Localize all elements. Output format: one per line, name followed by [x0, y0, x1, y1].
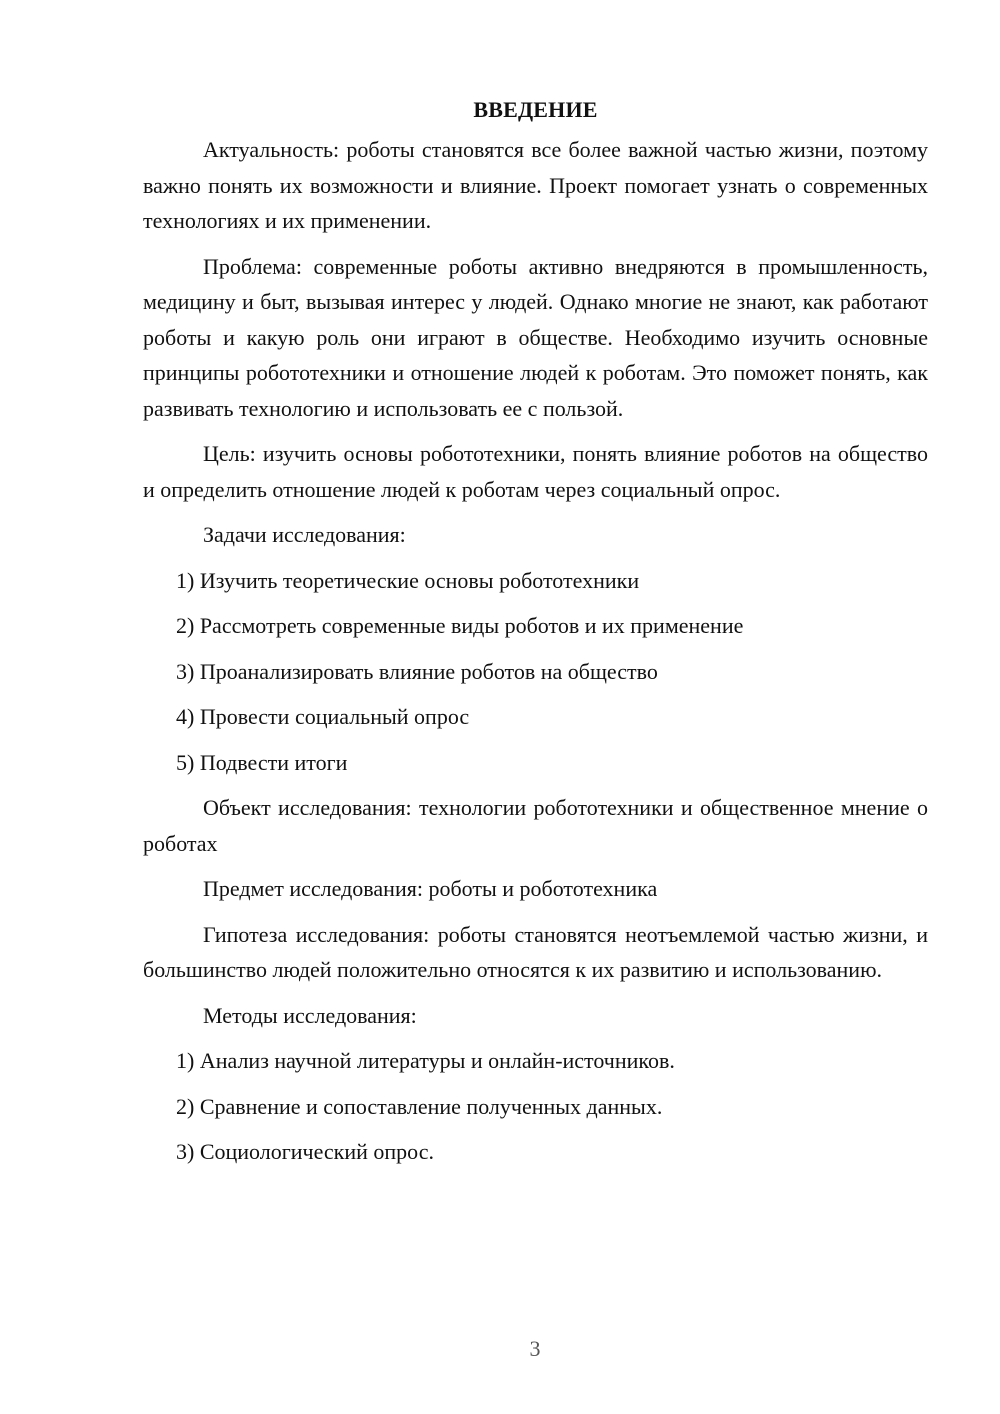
page-number: 3 — [529, 1336, 541, 1361]
list-item: 1) Изучить теоретические основы робототехники — [176, 567, 640, 593]
list-item: 2) Рассмотреть современные виды роботов и их применение — [176, 613, 744, 638]
list-item: 3) Социологический опрос. — [176, 1139, 434, 1164]
methods-list — [143, 1043, 928, 1170]
list-item: 2) Сравнение и сопоставление полученных данных. — [176, 1093, 663, 1119]
tasks-heading: Задачи исследования: — [203, 522, 406, 547]
relevance-paragraph: Актуальность: роботы становятся все более важной частью жизни, поэтому важно понять их возможности и влияние. Проект помогает узнать о современных технологиях и их применении. — [143, 137, 928, 233]
document-page — [143, 92, 928, 1180]
object-paragraph: Объект исследования: технологии робототехники и общественное мнение о роботах — [143, 795, 928, 856]
list-item: 1) Анализ научной литературы и онлайн-источников. — [176, 1048, 675, 1073]
subject-paragraph: Предмет исследования: роботы и робототехника — [203, 876, 658, 901]
list-item: 3) Проанализировать влияние роботов на общество — [176, 658, 658, 684]
goal-paragraph: Цель: изучить основы робототехники, понять влияние роботов на общество и определить отношение людей к роботам через социальный опрос. — [143, 441, 928, 502]
page-title: ВВЕДЕНИЕ — [473, 97, 598, 122]
methods-heading: Методы исследования: — [203, 1002, 417, 1028]
hypothesis-paragraph: Гипотеза исследования: роботы становятся неотъемлемой частью жизни, и большинство людей положительно относятся к их развитию и использованию. — [143, 921, 928, 982]
problem-paragraph: Проблема: современные роботы активно внедряются в промышленность, медицину и быт, вызывая интерес у людей. Однако многие не знают, как работают роботы и какую роль они играют в обществе. Необходимо изучить основные принципы робототехники и отношение людей к роботам. Это поможет понять, как развивать технологию и использовать ее с пользой. — [143, 253, 928, 421]
list-item: 4) Провести социальный опрос — [176, 704, 470, 729]
list-item: 5) Подвести итоги — [176, 749, 348, 775]
tasks-list — [143, 563, 928, 781]
